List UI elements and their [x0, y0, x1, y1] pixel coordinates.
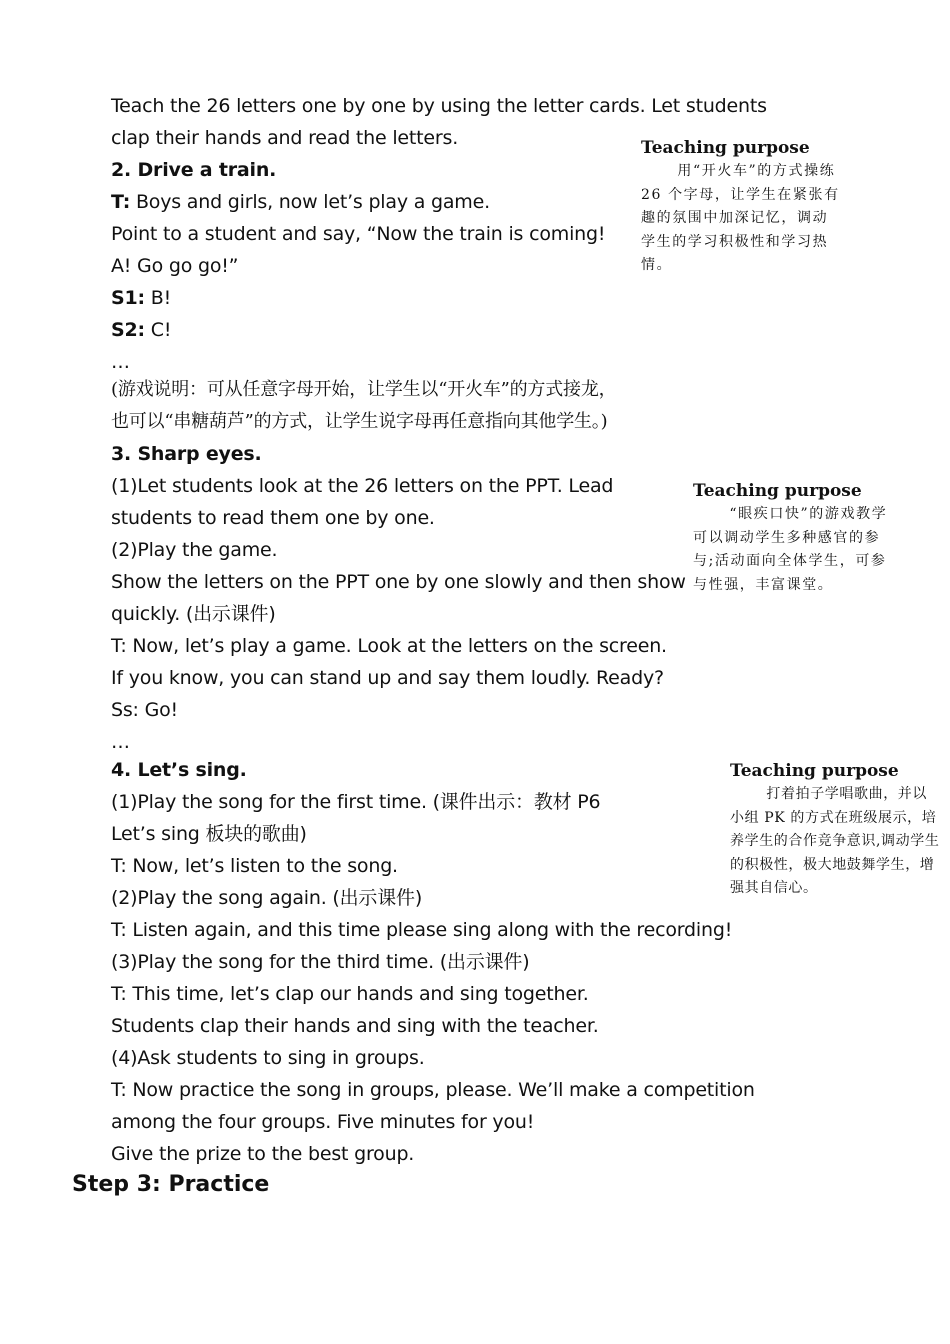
speaker-label: T: — [111, 191, 131, 213]
body-line: Teach the 26 letters one by one by using the letter cards. Let students — [111, 95, 767, 117]
speaker-label: S1: — [111, 287, 145, 309]
ellipsis: … — [111, 731, 130, 753]
section-heading-sharp-eyes: 3. Sharp eyes. — [111, 443, 262, 465]
teaching-purpose-title: Teaching purpose — [641, 138, 810, 158]
body-line: T: Now, let’s play a game. Look at the letters on the screen. — [111, 635, 667, 657]
body-line: T: Now, let’s listen to the song. — [111, 855, 398, 877]
dialogue-text: B! — [150, 287, 172, 309]
speaker-label: S2: — [111, 319, 145, 341]
body-line: Students clap their hands and sing with the teacher. — [111, 1015, 599, 1037]
body-line: T: This time, let’s clap our hands and sing together. — [111, 983, 589, 1005]
body-line: (2)Play the game. — [111, 539, 278, 561]
body-line: Ss: Go! — [111, 699, 178, 721]
teaching-purpose-body: “眼疾口快”的游戏教学可以调动学生多种感官的参与;活动面向全体学生，可参与性强，丰富课堂。 — [693, 506, 888, 593]
body-line: Let’s sing 板块的歌曲) — [111, 823, 307, 845]
body-line: (游戏说明：可从任意字母开始，让学生以“开火车”的方式接龙， — [111, 379, 617, 400]
dialogue-line — [111, 316, 731, 348]
body-line: Give the prize to the best group. — [111, 1143, 415, 1165]
teaching-purpose-title: Teaching purpose — [730, 761, 899, 781]
dialogue-line — [111, 284, 731, 316]
body-line: If you know, you can stand up and say them loudly. Ready? — [111, 667, 664, 689]
body-line: among the four groups. Five minutes for you! — [111, 1111, 535, 1133]
body-line: (2)Play the song again. (出示课件) — [111, 887, 423, 909]
section-heading-lets-sing: 4. Let’s sing. — [111, 759, 247, 781]
body-line: T: Listen again, and this time please sing along with the recording! — [111, 919, 733, 941]
body-line: (1)Play the song for the first time. (课件出示：教材 P6 — [111, 791, 601, 813]
teaching-purpose-note — [730, 759, 940, 901]
teaching-purpose-body: 打着拍子学唱歌曲，并以小组 PK 的方式在班级展示，培养学生的合作竞争意识,调动学生的积极性，极大地鼓舞学生，增强其自信心。 — [730, 786, 940, 896]
step-heading: Step 3: Practice — [72, 1172, 270, 1197]
body-line: students to read them one by one. — [111, 507, 435, 529]
body-line: (3)Play the song for the third time. (出示课件) — [111, 951, 530, 973]
teaching-purpose-title: Teaching purpose — [693, 481, 862, 501]
section-heading-drive-a-train: 2. Drive a train. — [111, 159, 277, 181]
body-line: quickly. (出示课件) — [111, 603, 276, 625]
dialogue-text: Boys and girls, now let’s play a game. — [135, 191, 490, 213]
body-line: T: Now practice the song in groups, please. We’ll make a competition — [111, 1079, 755, 1101]
dialogue-text: C! — [150, 319, 172, 341]
body-line: 也可以“串糖葫芦”的方式，让学生说字母再任意指向其他学生。) — [111, 411, 608, 432]
teaching-purpose-body: 用“开火车”的方式操练 26 个字母，让学生在紧张有趣的氛围中加深记忆，调动学生的学习积极性和学习热情。 — [641, 163, 840, 273]
body-line: clap their hands and read the letters. — [111, 127, 459, 149]
body-line: (1)Let students look at the 26 letters on the PPT. Lead — [111, 475, 614, 497]
body-line: A! Go go go!” — [111, 255, 239, 277]
teaching-purpose-note — [641, 136, 841, 278]
body-line: Point to a student and say, “Now the train is coming! — [111, 223, 606, 245]
dialogue-line — [111, 188, 731, 220]
ellipsis: … — [111, 351, 130, 373]
body-line: (4)Ask students to sing in groups. — [111, 1047, 425, 1069]
teaching-purpose-note — [693, 479, 893, 597]
body-line: Show the letters on the PPT one by one slowly and then show — [111, 571, 686, 593]
